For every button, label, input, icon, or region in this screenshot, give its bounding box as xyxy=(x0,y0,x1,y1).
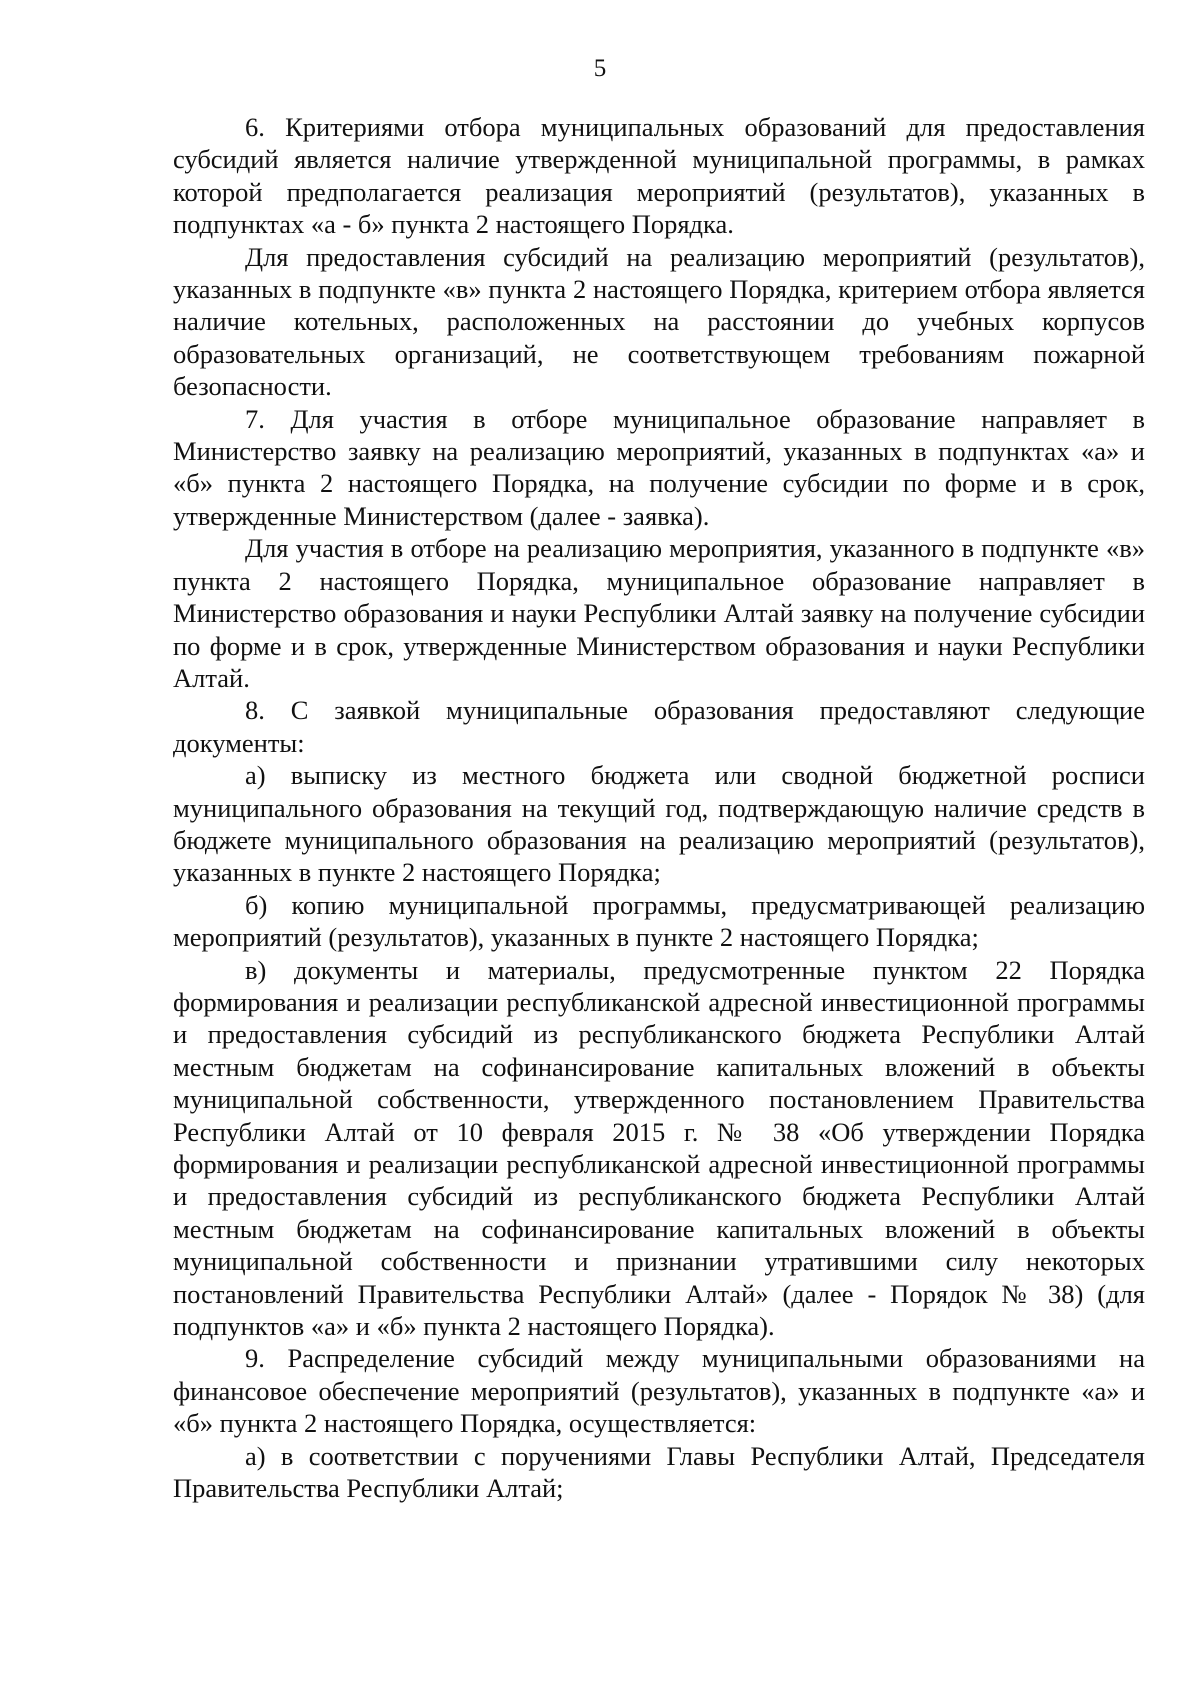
paragraph-7-continued: Для участия в отборе на реализацию мероприятия, указанного в подпункте «в» пункта 2 настоящего Порядка, муниципальное образование направляет в Министерство образования и науки Республики Алтай заявку на получение субсидии по форме и в срок, утвержденные Министерством образования и науки Республики Алтай. xyxy=(173,533,1145,693)
paragraph-9-item-a: а) в соответствии с поручениями Главы Республики Алтай, Председателя Правительства Республики Алтай; xyxy=(173,1440,1145,1504)
paragraph-8-item-v: в) документы и материалы, предусмотренные пунктом 22 Порядка формирования и реализации республиканской адресной инвестиционной программы и предоставления субсидий из республиканского бюджета Республики Алтай местным бюджетам на софинансирование капитальных вложений в объекты муниципальной собственности, утвержденного постановлением Правительства Республики Алтай от 10 февраля 2015 г. № 38 «Об утверждении Порядка формирования и реализации республиканской адресной инвестиционной программы и предоставления субсидий из республиканского бюджета Республики Алтай местным бюджетам на софинансирование капитальных вложений в объекты муниципальной собственности и признании утратившими силу некоторых постановлений Правительства Республики Алтай» (далее - Порядок № 38) (для подпунктов «а» и «б» пункта 2 настоящего Порядка). xyxy=(173,954,1145,1342)
page-number: 5 xyxy=(593,55,607,82)
document-body xyxy=(173,111,1145,1504)
paragraph-7: 7. Для участия в отборе муниципальное образование направляет в Министерство заявку на реализацию мероприятий, указанных в подпунктах «а» и «б» пункта 2 настоящего Порядка, на получение субсидии по форме и в срок, утвержденные Министерством (далее - заявка). xyxy=(173,403,1145,531)
paragraph-6: 6. Критериями отбора муниципальных образований для предоставления субсидий является наличие утвержденной муниципальной программы, в рамках которой предполагается реализация мероприятий (результатов), указанных в подпунктах «а - б» пункта 2 настоящего Порядка. xyxy=(173,112,1145,240)
paragraph-8-item-b: б) копию муниципальной программы, предусматривающей реализацию мероприятий (результатов), указанных в пункте 2 настоящего Порядка; xyxy=(173,889,1145,953)
paragraph-6-continued: Для предоставления субсидий на реализацию мероприятий (результатов), указанных в подпункте «в» пункта 2 настоящего Порядка, критерием отбора является наличие котельных, расположенных на расстоянии до учебных корпусов образовательных организаций, не соответствующем требованиям пожарной безопасности. xyxy=(173,241,1145,402)
paragraph-8-item-a: а) выписку из местного бюджета или сводной бюджетной росписи муниципального образования на текущий год, подтверждающую наличие средств в бюджете муниципального образования на реализацию мероприятий (результатов), указанных в пункте 2 настоящего Порядка; xyxy=(173,760,1145,888)
paragraph-8: 8. С заявкой муниципальные образования предоставляют следующие документы: xyxy=(173,695,1145,758)
paragraph-9: 9. Распределение субсидий между муниципальными образованиями на финансовое обеспечение мероприятий (результатов), указанных в подпункте «а» и «б» пункта 2 настоящего Порядка, осуществляется: xyxy=(173,1343,1145,1439)
